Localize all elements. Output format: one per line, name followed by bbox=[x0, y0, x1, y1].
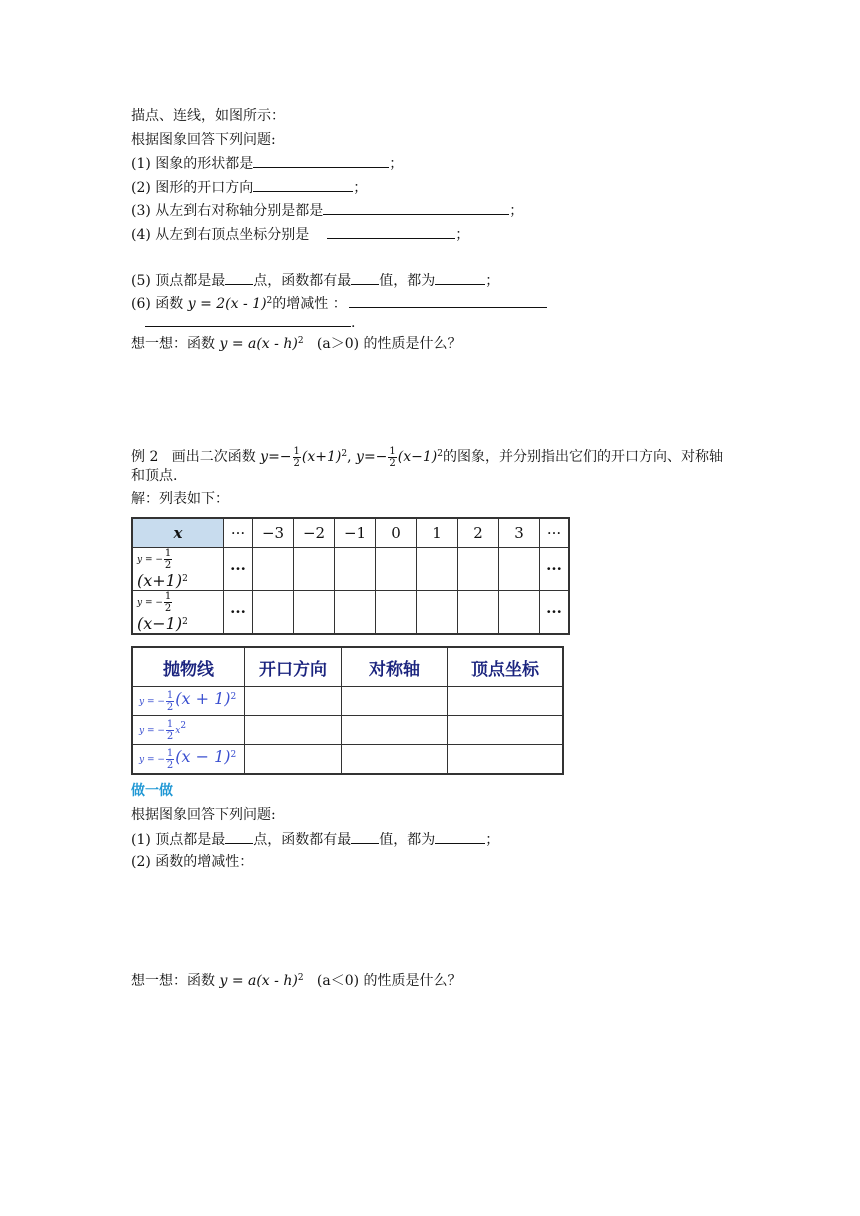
x-value: −3 bbox=[253, 518, 294, 548]
table-cell[interactable] bbox=[458, 548, 499, 591]
x-value: −1 bbox=[335, 518, 376, 548]
table-cell: ··· bbox=[224, 518, 253, 548]
think-condition: (a＞0) bbox=[316, 336, 360, 352]
header-axis: 对称轴 bbox=[342, 647, 448, 687]
section-heading: 做一做 bbox=[131, 783, 173, 799]
table-cell[interactable] bbox=[417, 591, 458, 635]
table-row bbox=[132, 687, 563, 716]
think-function: y = a(x - h)$^2$ bbox=[219, 973, 304, 989]
answer-blank[interactable] bbox=[327, 225, 455, 239]
question-5-text-b: 点，函数都有最 bbox=[253, 273, 352, 289]
table-cell[interactable] bbox=[245, 687, 342, 716]
think-condition: (a＜0) bbox=[316, 973, 360, 989]
x-value: −2 bbox=[294, 518, 335, 548]
row-label-2: y = − $\frac{1}{2}$ $(x-1)^2$ bbox=[132, 591, 224, 635]
parabola-3: y = − $\frac{1}{2}$ $(x - 1)^2$ bbox=[132, 745, 245, 775]
end-mark: ； bbox=[485, 273, 500, 289]
think-end: 的性质是什么？ bbox=[363, 973, 462, 989]
think-text: 想一想：函数 bbox=[131, 973, 215, 989]
answer-blank[interactable] bbox=[435, 271, 485, 285]
question-1-text: (1) 图象的形状都是 bbox=[131, 156, 254, 172]
table-cell[interactable] bbox=[376, 591, 417, 635]
x-value: 1 bbox=[417, 518, 458, 548]
question-6-text-a: (6) 函数 bbox=[131, 296, 184, 312]
table-cell: ··· bbox=[540, 548, 570, 591]
x-value: 0 bbox=[376, 518, 417, 548]
question-3-text: (3) 从左到右对称轴分别是都是 bbox=[131, 203, 324, 219]
table-cell: ··· bbox=[224, 548, 253, 591]
table-cell[interactable] bbox=[448, 745, 564, 775]
question-1 bbox=[131, 154, 403, 173]
row-label-1: y = − $\frac{1}{2}$ $(x+1)^2$ bbox=[132, 548, 224, 591]
example-text-b: 的图象，并分别指出它们的开口方向、对称轴 bbox=[442, 449, 723, 465]
function-2: y=− $\frac{1}{2}$ $(x-1)^2$ bbox=[356, 445, 443, 469]
question-6-function: y = 2(x - 1)$^2$ bbox=[187, 296, 273, 312]
think-line-2 bbox=[131, 969, 462, 990]
answer-blank[interactable] bbox=[225, 830, 253, 844]
question-2-2: (2) 函数的增减性： bbox=[131, 854, 254, 870]
x-value: 3 bbox=[499, 518, 540, 548]
question-4 bbox=[131, 225, 469, 244]
table-cell[interactable] bbox=[245, 716, 342, 745]
question-6 bbox=[131, 292, 547, 313]
example-2-line-2: 和顶点. bbox=[131, 468, 178, 484]
x-value: 2 bbox=[458, 518, 499, 548]
answer-blank[interactable] bbox=[351, 830, 379, 844]
end-mark: ； bbox=[509, 203, 524, 219]
question-text-c: 值，都为 bbox=[379, 832, 436, 848]
table-cell[interactable] bbox=[499, 591, 540, 635]
example-text-a: 画出二次函数 bbox=[171, 449, 256, 465]
question-2-1 bbox=[131, 830, 499, 849]
question-text-b: 点，函数都有最 bbox=[253, 832, 352, 848]
period-mark: . bbox=[351, 315, 356, 331]
solution-line: 解：列表如下： bbox=[131, 491, 229, 507]
table-cell[interactable] bbox=[294, 591, 335, 635]
table-row bbox=[132, 591, 569, 635]
end-mark: ； bbox=[389, 156, 404, 172]
table-row bbox=[132, 518, 569, 548]
table-cell[interactable] bbox=[253, 548, 294, 591]
table-cell[interactable] bbox=[499, 548, 540, 591]
answer-line-2: 根据图象回答下列问题: bbox=[131, 807, 276, 823]
table-cell[interactable] bbox=[376, 548, 417, 591]
property-table bbox=[131, 646, 564, 775]
value-table bbox=[131, 517, 570, 635]
table-cell: ··· bbox=[540, 591, 570, 635]
header-x: x bbox=[132, 518, 224, 548]
question-6-continued bbox=[145, 313, 355, 332]
example-2-line bbox=[131, 443, 723, 469]
think-function: y = a(x - h)$^2$ bbox=[219, 336, 304, 352]
table-cell: ··· bbox=[540, 518, 570, 548]
answer-blank[interactable] bbox=[435, 830, 485, 844]
table-row bbox=[132, 647, 563, 687]
function-1: y=− $\frac{1}{2}$ $(x+1)^2$ bbox=[260, 445, 348, 469]
parabola-2: y = − $\frac{1}{2}$ $x^2$ bbox=[132, 716, 245, 745]
answer-blank[interactable] bbox=[145, 313, 351, 327]
table-row bbox=[132, 548, 569, 591]
table-row bbox=[132, 716, 563, 745]
table-cell[interactable] bbox=[335, 591, 376, 635]
table-cell[interactable] bbox=[458, 591, 499, 635]
end-mark: ； bbox=[485, 832, 500, 848]
header-parabola: 抛物线 bbox=[132, 647, 245, 687]
parabola-1: y = − $\frac{1}{2}$ $(x + 1)^2$ bbox=[132, 687, 245, 716]
answer-blank[interactable] bbox=[253, 178, 353, 192]
question-3 bbox=[131, 201, 523, 220]
table-cell[interactable] bbox=[335, 548, 376, 591]
table-cell[interactable] bbox=[417, 548, 458, 591]
question-6-text-b: 的增减性 ： bbox=[272, 296, 347, 312]
table-cell[interactable] bbox=[448, 687, 564, 716]
question-5-text-c: 值，都为 bbox=[379, 273, 436, 289]
end-mark: ； bbox=[353, 180, 368, 196]
answer-line: 根据图象回答下列问题: bbox=[131, 132, 276, 148]
comma: , bbox=[347, 449, 352, 465]
example-label: 例 2 bbox=[131, 449, 159, 465]
table-cell[interactable] bbox=[253, 591, 294, 635]
table-cell[interactable] bbox=[342, 687, 448, 716]
question-5 bbox=[131, 271, 499, 290]
answer-blank[interactable] bbox=[323, 201, 509, 215]
question-text-a: (1) 顶点都是最 bbox=[131, 832, 226, 848]
table-cell[interactable] bbox=[448, 716, 564, 745]
table-cell[interactable] bbox=[342, 745, 448, 775]
table-cell: ··· bbox=[224, 591, 253, 635]
question-5-text-a: (5) 顶点都是最 bbox=[131, 273, 226, 289]
header-opening: 开口方向 bbox=[245, 647, 342, 687]
table-row bbox=[132, 745, 563, 775]
answer-blank[interactable] bbox=[349, 294, 547, 308]
answer-blank[interactable] bbox=[351, 271, 379, 285]
question-2-text: (2) 图形的开口方向 bbox=[131, 180, 254, 196]
end-mark: ； bbox=[455, 227, 470, 243]
think-end: 的性质是什么？ bbox=[363, 336, 462, 352]
answer-blank[interactable] bbox=[225, 271, 253, 285]
table-cell[interactable] bbox=[294, 548, 335, 591]
think-text: 想一想：函数 bbox=[131, 336, 215, 352]
intro-line: 描点、连线，如图所示： bbox=[131, 108, 285, 124]
think-line-1 bbox=[131, 332, 462, 353]
question-2 bbox=[131, 178, 367, 197]
table-cell[interactable] bbox=[342, 716, 448, 745]
table-cell[interactable] bbox=[245, 745, 342, 775]
header-vertex: 顶点坐标 bbox=[448, 647, 564, 687]
answer-blank[interactable] bbox=[253, 154, 389, 168]
question-4-text: (4) 从左到右顶点坐标分别是 bbox=[131, 227, 310, 243]
